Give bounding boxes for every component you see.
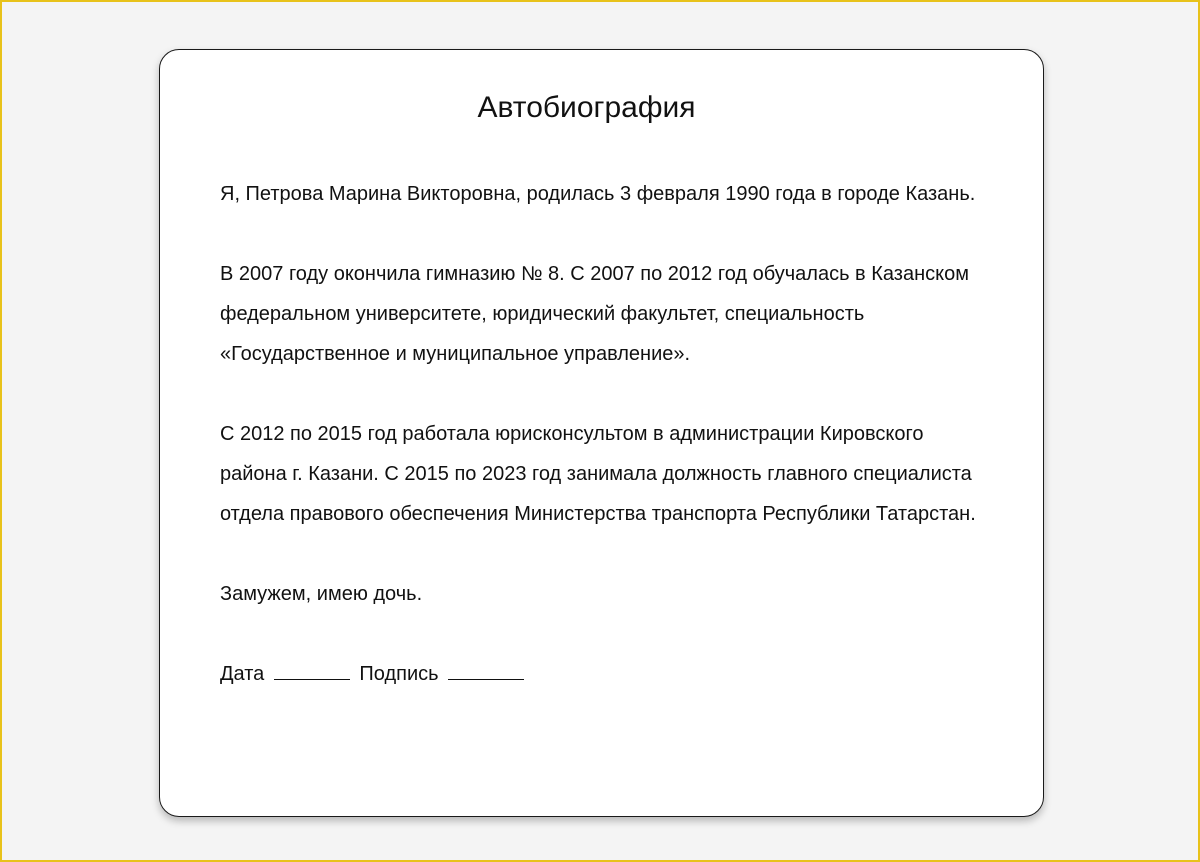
document-card <box>159 49 1044 817</box>
document-body <box>220 174 990 694</box>
paragraph-career: С 2012 по 2015 год работала юрисконсультом в администрации Кировского района г. Казани. С 2015 по 2023 год занимала должность главного специалиста отдела правового обеспечения Министерства транспорта Республики Татарстан. <box>220 423 976 525</box>
signature-blank <box>448 679 524 680</box>
paragraph-family: Замужем, имею дочь. <box>220 583 423 605</box>
document-title: Автобиография <box>477 91 696 124</box>
date-blank <box>274 679 350 680</box>
date-label: Дата <box>220 663 265 685</box>
signature-line <box>220 654 990 694</box>
signature-label: Подпись <box>359 663 439 685</box>
paragraph-birth: Я, Петрова Марина Викторовна, родилась 3 февраля 1990 года в городе Казань. <box>220 183 976 205</box>
paragraph-education: В 2007 году окончила гимназию № 8. С 2007 по 2012 год обучалась в Казанском федеральном университете, юридический факультет, специальность «Государственное и муниципальное управление». <box>220 263 969 365</box>
